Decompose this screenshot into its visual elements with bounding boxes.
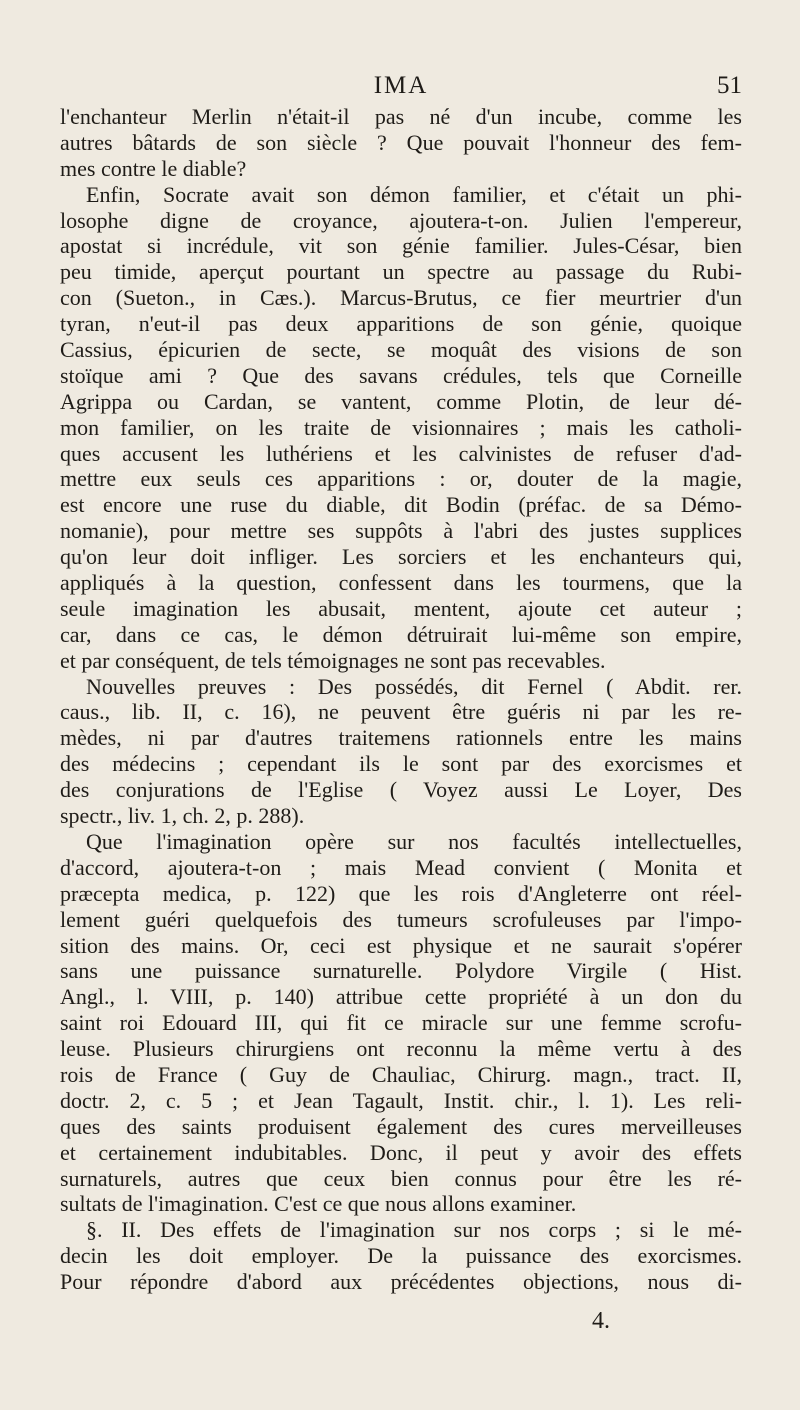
page-header	[60, 72, 742, 102]
text-line: leuse. Plusieurs chirurgiens ont reconnu la même vertu à des	[60, 1036, 742, 1062]
text-line: sition des mains. Or, ceci est physique et ne saurait s'opérer	[60, 932, 742, 958]
text-line: stoïque ami ? Que des savans crédules, tels que Corneille	[60, 362, 742, 388]
text-line: rois de France ( Guy de Chauliac, Chirurg. magn., tract. II,	[60, 1061, 742, 1087]
text-line: mèdes, ni par d'autres traitemens rationnels entre les mains	[60, 725, 742, 751]
text-line: et certainement indubitables. Donc, il peut y avoir des effets	[60, 1139, 742, 1165]
text-line: præcepta medica, p. 122) que les rois d'Angleterre ont réel-	[60, 880, 742, 906]
text-line: con (Sueton., in Cæs.). Marcus-Brutus, ce fier meurtrier d'un	[60, 285, 742, 311]
page-number: 51	[717, 72, 742, 99]
text-line: Nouvelles preuves : Des possédés, dit Fernel ( Abdit. rer.	[86, 673, 742, 699]
text-line: Agrippa ou Cardan, se vantent, comme Plotin, de leur dé-	[60, 388, 742, 414]
signature-mark: 4.	[592, 1308, 610, 1334]
text-line: decin les doit employer. De la puissance des exorcismes.	[60, 1243, 742, 1269]
text-line: tyran, n'eut-il pas deux apparitions de son génie, quoique	[60, 311, 742, 337]
text-line: Enfin, Socrate avait son démon familier, et c'était un phi-	[86, 181, 742, 207]
text-line: mon familier, on les traite de visionnaires ; mais les catholi-	[60, 414, 742, 440]
text-line: sultats de l'imagination. C'est ce que nous allons examiner.	[60, 1191, 577, 1217]
text-line: des conjurations de l'Eglise ( Voyez aussi Le Loyer, Des	[60, 777, 742, 803]
text-line: Pour répondre d'abord aux précédentes objections, nous di-	[60, 1269, 742, 1295]
text-line: des médecins ; cependant ils le sont par des exorcismes et	[60, 751, 742, 777]
running-head: IMA	[373, 72, 429, 99]
text-line: qu'on leur doit infliger. Les sorciers et les enchanteurs qui,	[60, 544, 742, 570]
body-text	[60, 104, 742, 1295]
text-line: doctr. 2, c. 5 ; et Jean Tagault, Instit. chir., l. 1). Les reli-	[60, 1087, 742, 1113]
text-line: appliqués à la question, confessent dans les tourmens, que la	[60, 570, 742, 596]
text-line: caus., lib. II, c. 16), ne peuvent être guéris ni par les re-	[60, 699, 742, 725]
text-line: mes contre le diable?	[60, 155, 247, 181]
text-line: l'enchanteur Merlin n'était-il pas né d'un incube, comme les	[60, 104, 742, 129]
text-line: §. II. Des effets de l'imagination sur nos corps ; si le mé-	[86, 1217, 742, 1243]
text-line: et par conséquent, de tels témoignages ne sont pas recevables.	[60, 647, 606, 673]
text-line: ques accusent les luthériens et les calvinistes de refuser d'ad-	[60, 440, 742, 466]
text-line: autres bâtards de son siècle ? Que pouvait l'honneur des fem-	[60, 129, 742, 155]
text-line: mettre eux seuls ces apparitions : or, douter de la magie,	[60, 466, 742, 492]
text-line: nomanie), pour mettre ses suppôts à l'abri des justes supplices	[60, 518, 742, 544]
text-line: Angl., l. VIII, p. 140) attribue cette propriété à un don du	[60, 984, 742, 1010]
text-line: saint roi Edouard III, qui fit ce miracle sur une femme scrofu-	[60, 1010, 742, 1036]
text-line: car, dans ce cas, le démon détruirait lui-même son empire,	[60, 621, 742, 647]
text-line: surnaturels, autres que ceux bien connus pour être les ré-	[60, 1165, 742, 1191]
text-line: Cassius, épicurien de secte, se moquât des visions de son	[60, 337, 742, 363]
text-line: losophe digne de croyance, ajoutera-t-on. Julien l'empereur,	[60, 207, 742, 233]
text-line: lement guéri quelquefois des tumeurs scrofuleuses par l'impo-	[60, 906, 742, 932]
text-line: d'accord, ajoutera-t-on ; mais Mead convient ( Monita et	[60, 854, 742, 880]
text-line: sans une puissance surnaturelle. Polydore Virgile ( Hist.	[60, 958, 742, 984]
text-line: spectr., liv. 1, ch. 2, p. 288).	[60, 803, 305, 829]
text-line: Que l'imagination opère sur nos facultés intellectuelles,	[86, 828, 742, 854]
text-line: peu timide, aperçut pourtant un spectre au passage du Rubi-	[60, 259, 742, 285]
text-line: seule imagination les abusait, mentent, ajoute cet auteur ;	[60, 595, 742, 621]
text-line: apostat si incrédule, vit son génie familier. Jules-César, bien	[60, 233, 742, 259]
text-line: est encore une ruse du diable, dit Bodin (préfac. de sa Démo-	[60, 492, 742, 518]
text-line: ques des saints produisent également des cures merveilleuses	[60, 1113, 742, 1139]
